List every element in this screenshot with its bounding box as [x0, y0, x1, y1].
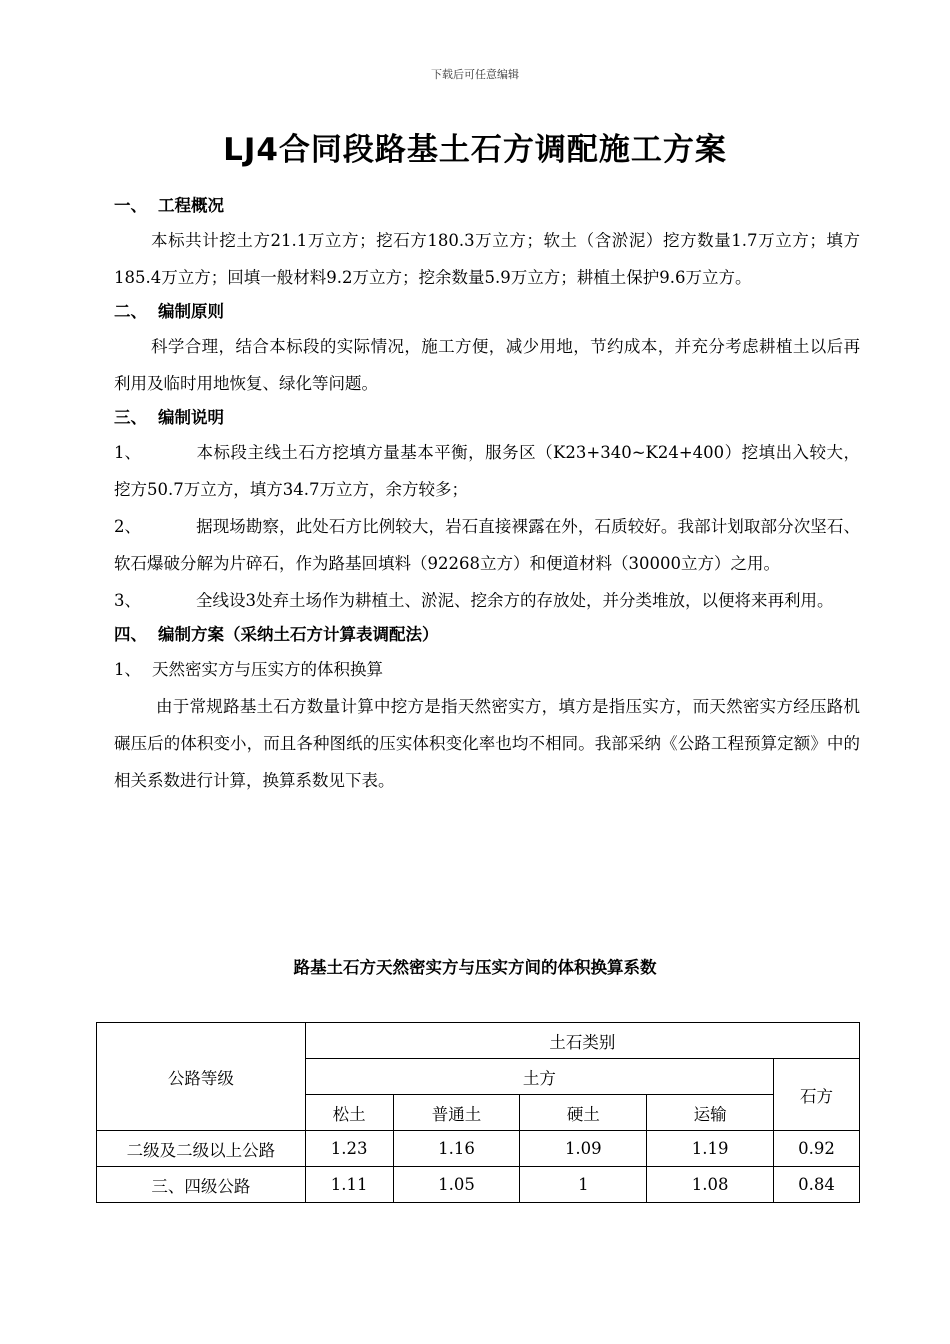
cell-value: 0.84 — [774, 1167, 860, 1203]
header-road-grade: 公路等级 — [97, 1023, 306, 1131]
header-rock: 石方 — [774, 1059, 860, 1131]
row-grade: 二级及二级以上公路 — [97, 1131, 306, 1167]
section-heading: 三、 编制说明 — [114, 408, 224, 427]
section-heading: 四、 编制方案（采纳土石方计算表调配法） — [114, 625, 439, 644]
table-row — [97, 1167, 860, 1203]
list-item: 3、 全线设3处弃土场作为耕植土、淤泥、挖余方的存放处，并分类堆放，以便将来再利用。 — [114, 591, 834, 610]
conversion-table — [96, 1022, 860, 1203]
list-item: 1、 本标段主线土石方挖填方量基本平衡，服务区（K23+340~K24+400）挖填出入较大，挖方50.7万立方，填方34.7万立方，余方较多； — [114, 443, 860, 499]
table-row — [97, 1131, 860, 1167]
cell-value: 1.23 — [305, 1131, 393, 1167]
cell-value: 1.09 — [520, 1131, 647, 1167]
document-body — [114, 196, 860, 799]
header-transport: 运输 — [647, 1095, 774, 1131]
cell-value: 0.92 — [774, 1131, 860, 1167]
cell-value: 1.11 — [305, 1167, 393, 1203]
header-note: 下载后可任意编辑 — [431, 68, 519, 81]
header-loose-soil: 松土 — [305, 1095, 393, 1131]
cell-value: 1.19 — [647, 1131, 774, 1167]
section-heading: 一、 工程概况 — [114, 196, 224, 215]
header-hard-soil: 硬土 — [520, 1095, 647, 1131]
header-category: 土石类别 — [305, 1023, 859, 1059]
cell-value: 1 — [520, 1167, 647, 1203]
header-common-soil: 普通土 — [393, 1095, 520, 1131]
list-item: 1、 天然密实方与压实方的体积换算 — [114, 660, 383, 679]
section-heading: 二、 编制原则 — [114, 302, 224, 321]
section-paragraph: 由于常规路基土石方数量计算中挖方是指天然密实方，填方是指压实方，而天然密实方经压路机碾压后的体积变小，而且各种图纸的压实体积变化率也均不相同。我部采纳《公路工程预算定额》中的相关系数进行计算，换算系数见下表。 — [114, 697, 860, 790]
table-title: 路基土石方天然密实方与压实方间的体积换算系数 — [293, 958, 657, 977]
cell-value: 1.16 — [393, 1131, 520, 1167]
row-grade: 三、四级公路 — [97, 1167, 306, 1203]
page-title: LJ4合同段路基土石方调配施工方案 — [223, 132, 727, 168]
section-paragraph: 本标共计挖土方21.1万立方；挖石方180.3万立方；软土（含淤泥）挖方数量1.7万立方；填方185.4万立方；回填一般材料9.2万立方；挖余数量5.9万立方；耕植土保护9.6万立方。 — [114, 231, 860, 287]
cell-value: 1.08 — [647, 1167, 774, 1203]
section-paragraph: 科学合理，结合本标段的实际情况，施工方便，减少用地，节约成本，并充分考虑耕植土以后再利用及临时用地恢复、绿化等问题。 — [114, 337, 860, 393]
cell-value: 1.05 — [393, 1167, 520, 1203]
list-item: 2、 据现场勘察，此处石方比例较大，岩石直接裸露在外，石质较好。我部计划取部分次坚石、软石爆破分解为片碎石，作为路基回填料（92268立方）和便道材料（30000立方）之用。 — [114, 517, 860, 573]
header-soil: 土方 — [305, 1059, 773, 1095]
